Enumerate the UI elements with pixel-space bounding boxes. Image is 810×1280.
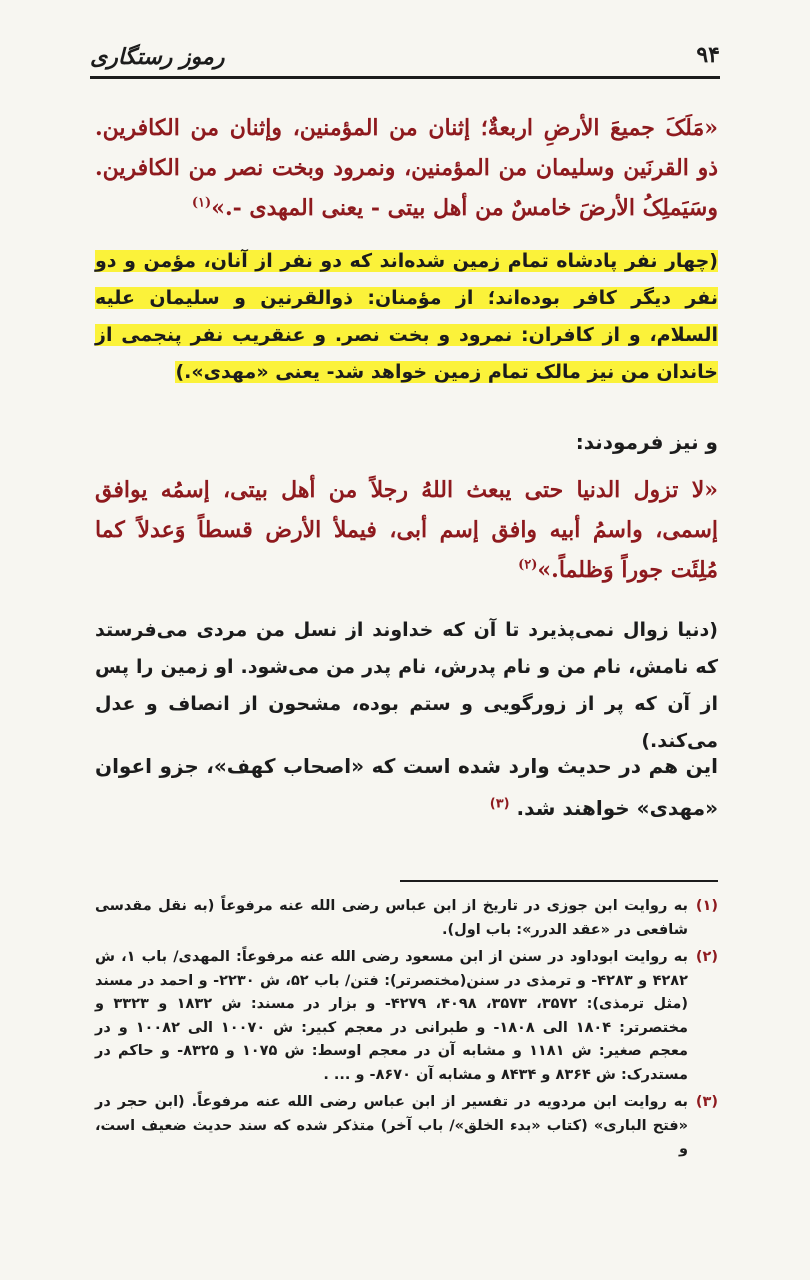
footnote-text: به روایت ابن جوزی در تاریخ از ابن عباس رضی الله عنه مرفوعاً (به نقل مقدسی شافعی در «عقد الدرر»: باب اول).	[95, 898, 688, 938]
footnote-separator	[400, 880, 718, 882]
page-header	[90, 36, 720, 86]
running-title: رموز رستگاری	[90, 44, 225, 70]
persian-translation-1	[95, 243, 718, 391]
closing-text: این هم در حدیث وارد شده است که «اصحاب کهف»، جزو اعوان «مهدی» خواهند شد.	[95, 754, 718, 820]
header-rule	[90, 76, 720, 79]
footnote-number: (۲)	[695, 949, 718, 965]
footnote-ref-3: (۳)	[489, 796, 510, 812]
footnote-number: (۳)	[695, 1094, 718, 1110]
hadith-arabic-2	[95, 470, 718, 590]
intro-line: و نیز فرمودند:	[575, 430, 718, 454]
footnote-ref-2: (۲)	[518, 557, 538, 573]
footnote-ref-1: (۱)	[191, 195, 212, 211]
hadith-arabic-2-text: «لا تزول الدنیا حتی یبعث اللهُ رجلاً من أهل بیتی، إسمُه یوافق إسمی، واسمُ أبیه وافق إسم أبی، فیملأ الأرض قسطاً وَعدلاً کما مُلِئَت جوراً وَظلماً.»	[95, 477, 718, 583]
footnotes	[95, 895, 718, 1166]
footnote-3	[95, 1091, 718, 1162]
footnote-number: (۱)	[695, 898, 718, 914]
footnote-2	[95, 946, 718, 1087]
footnote-1	[95, 895, 718, 942]
persian-translation-2: (دنیا زوال نمی‌پذیرد تا آن که خداوند از نسل من مردی می‌فرستد که نامش، نام من و نام پدرش، نام پدر من می‌شود. او زمین را پس از آن که پر از زورگویی و ستم بوده، مشحون از انصاف و عدل می‌کند.)	[95, 619, 718, 752]
page-number: ۹۴	[696, 42, 720, 68]
hadith-arabic-1	[95, 108, 718, 228]
footnote-text: به روایت ابوداود در سنن از ابن مسعود رضی الله عنه مرفوعاً: المهدی/ باب ۱، ش ۴۲۸۲ و ۴۲۸۳- و ترمذی در سنن(مختصرتر): فتن/ باب ۵۲، ش ۲۲۳۰- و احمد در مسند (مثل ترمذی): ۳۵۷۲، ۳۵۷۳، ۴۰۹۸، ۴۲۷۹- و بزار در مسند: ش ۱۸۳۲ و ۳۳۲۳ و مختصرتر: ۱۸۰۴ الی ۱۸۰۸- و طبرانی در معجم کبیر: ش ۱۰۰۷۰ الی ۱۰۰۸۲ و در معجم صغیر: ش ۱۱۸۱ و مشابه آن در معجم اوسط: ش ۱۰۷۵ و ۸۳۲۵- و حاکم در مستدرک: ش ۸۳۶۴ و ۸۴۳۴ و مشابه آن ۸۶۷۰- و ... .	[95, 949, 689, 1083]
closing-paragraph	[95, 745, 718, 829]
hadith-arabic-1-text: «مَلَکَ جمیعَ الأرضِ اربعةٌ؛ إثنان من المؤمنین، وإثنان من الکافرین. ذو القرنَین وسلیمان من المؤمنین، ونمرود وبخت نصر من الکافرین. وسَیَملِکُ الأرضَ خامسٌ من أهل بیتی - یعنی المهدی -.»	[95, 115, 718, 221]
footnote-text: به روایت ابن مردویه در تفسیر از ابن عباس رضی الله عنه مرفوعاً. (ابن حجر در «فتح الباری» (کتاب «بدء الخلق»/ باب آخر) متذکر شده که سند حدیث ضعیف است، و	[95, 1094, 688, 1157]
highlighted-translation: (چهار نفر پادشاه تمام زمین شده‌اند که دو نفر از آنان، مؤمن و دو نفر دیگر کافر بوده‌اند؛ از مؤمنان: ذوالقرنین و سلیمان علیه السلام، و از کافران: نمرود و بخت نصر. و عنقریب نفر پنجمی از خاندان من نیز مالک تمام زمین خواهد شد- یعنی «مهدی».)	[95, 250, 718, 383]
